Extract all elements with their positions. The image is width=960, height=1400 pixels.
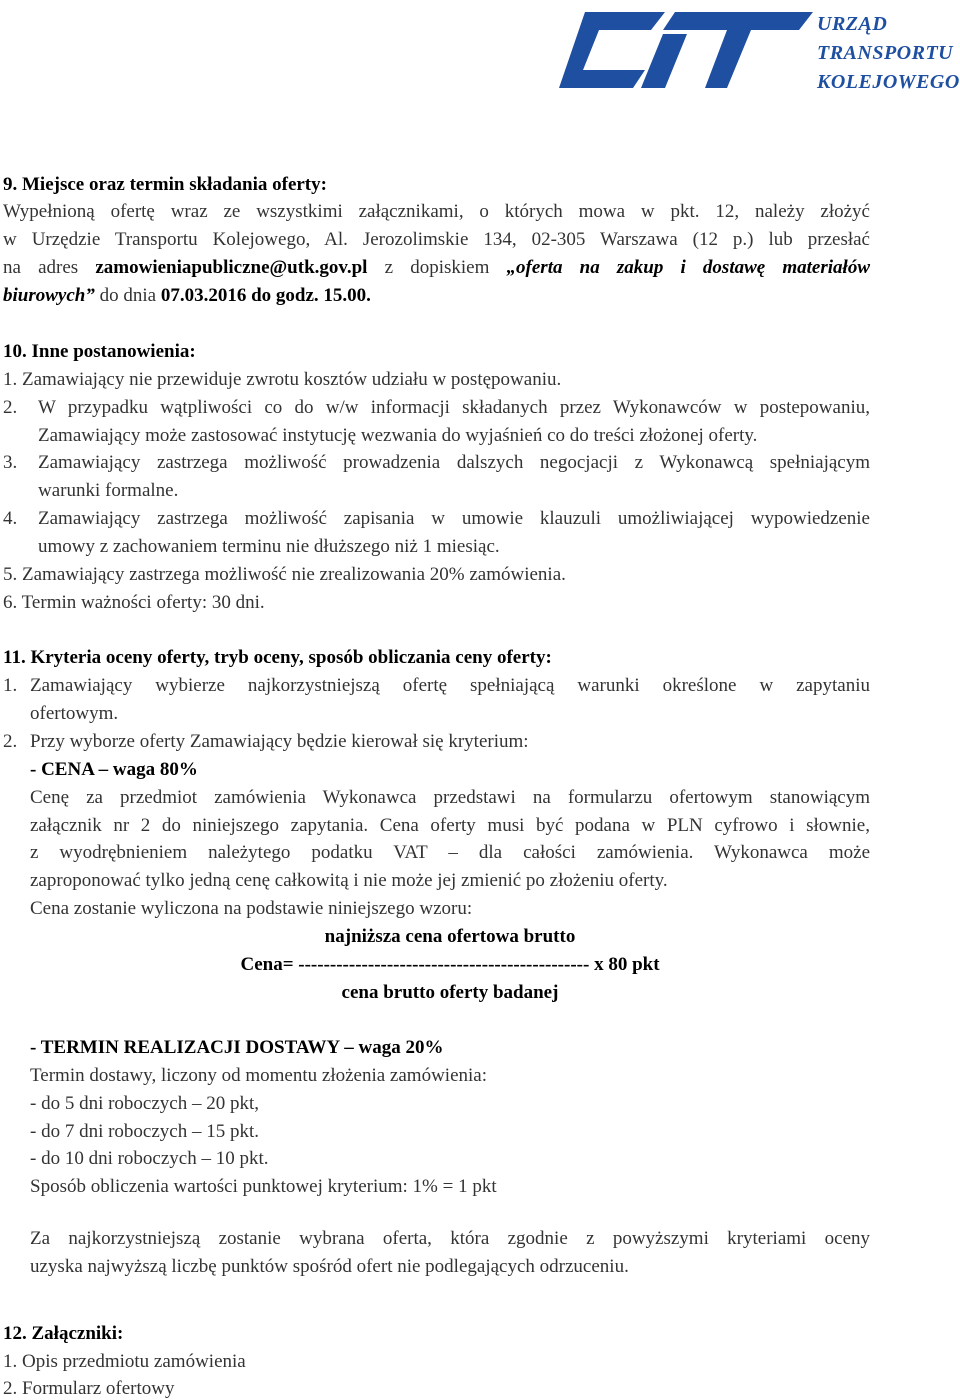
termin-option-1: - do 5 dni roboczych – 20 pkt, (30, 1093, 260, 1114)
s10-item-4-line-1: Zamawiający zastrzega możliwość zapisania w umowie klauzuli umożliwiającej wypowiedzenie (38, 508, 870, 529)
cena-paragraph-line-2: załącznik nr 2 do niniejszego zapytania. Cena oferty musi być podana w PLN cyfrowo i słownie, (30, 815, 870, 836)
utk-logo-mark (555, 8, 815, 96)
section-11-heading: 11. Kryteria oceny oferty, tryb oceny, sposób obliczania ceny oferty: (3, 647, 552, 668)
utk-logo (555, 8, 960, 96)
s10-item-3-line-2: warunki formalne. (38, 480, 179, 501)
termin-scoring: Sposób obliczenia wartości punktowej kryterium: 1% = 1 pkt (30, 1176, 497, 1197)
s10-item-3-number: 3. (3, 452, 18, 473)
s10-item-2-line-2: Zamawiający może zastosować instytucję wezwania do wyjaśnień co do treści złożonej oferty. (38, 425, 758, 446)
logo-line-1: URZĄD (817, 13, 888, 35)
s10-item-2-number: 2. (3, 397, 18, 418)
cena-criterion-heading: - CENA – waga 80% (30, 759, 198, 780)
s9-line-1: Wypełnioną ofertę wraz ze wszystkimi załącznikami, o których mowa w pkt. 12, należy złożyć (3, 201, 870, 222)
s10-item-2-line-1: W przypadku wątpliwości co do w/w informacji składanych przez Wykonawców w postepowaniu, (38, 397, 870, 418)
formula-denominator: cena brutto oferty badanej (341, 982, 559, 1003)
formula-intro: Cena zostanie wyliczona na podstawie niniejszego wzoru: (30, 898, 473, 919)
termin-option-2: - do 7 dni roboczych – 15 pkt. (30, 1121, 260, 1142)
termin-intro: Termin dostawy, liczony od momentu złożenia zamówienia: (30, 1065, 487, 1086)
s9-line-2: w Urzędzie Transportu Kolejowego, Al. Jerozolimskie 134, 02-305 Warszawa (12 p.) lub przesłać (3, 229, 870, 250)
s11-item-2: Przy wyborze oferty Zamawiający będzie kierował się kryterium: (30, 731, 529, 752)
section-12-heading: 12. Załączniki: (3, 1323, 124, 1344)
s10-item-5: 5. Zamawiający zastrzega możliwość nie zrealizowania 20% zamówienia. (3, 564, 566, 585)
s11-item-1-line-1: Zamawiający wybierze najkorzystniejszą ofertę spełniającą warunki określone w zapytaniu (30, 675, 870, 696)
s11-item-1-number: 1. (3, 675, 18, 696)
formula-line: Cena= ---------------------------------------------- x 80 pkt (240, 954, 660, 975)
termin-option-3: - do 10 dni roboczych – 10 pkt. (30, 1148, 269, 1169)
s9-line-3: na adres zamowieniapubliczne@utk.gov.pl z dopiskiem „oferta na zakup i dostawę materiałów (3, 257, 870, 278)
logo-line-2: TRANSPORTU (817, 42, 954, 64)
s10-item-4-number: 4. (3, 508, 18, 529)
formula-numerator: najniższa cena ofertowa brutto (324, 926, 576, 947)
s11-item-2-number: 2. (3, 731, 18, 752)
section-9-heading: 9. Miejsce oraz termin składania oferty: (3, 174, 327, 195)
termin-criterion-heading: - TERMIN REALIZACJI DOSTAWY – waga 20% (30, 1037, 444, 1058)
s10-item-6: 6. Termin ważności oferty: 30 dni. (3, 592, 265, 613)
summary-line-1: Za najkorzystniejszą zostanie wybrana oferta, która zgodnie z powyższymi kryteriami oceny (30, 1228, 870, 1249)
s10-item-3-line-1: Zamawiający zastrzega możliwość prowadzenia dalszych negocjacji z Wykonawcą spełniającym (38, 452, 870, 473)
section-10-heading: 10. Inne postanowienia: (3, 341, 196, 362)
cena-paragraph-line-3: z wyodrębnieniem należytego podatku VAT – dla całości zamówienia. Wykonawca może (30, 842, 870, 863)
cena-paragraph-line-1: Cenę za przedmiot zamówienia Wykonawca przedstawi na formularzu ofertowym stanowiącym (30, 787, 870, 808)
s10-item-1: 1. Zamawiający nie przewiduje zwrotu kosztów udziału w postępowaniu. (3, 369, 562, 390)
summary-line-2: uzyska najwyższą liczbę punktów spośród ofert nie podlegających odrzuceniu. (30, 1256, 629, 1277)
attachment-1: 1. Opis przedmiotu zamówienia (3, 1351, 246, 1372)
s11-item-1-line-2: ofertowym. (30, 703, 119, 724)
s9-line-4: biurowych” do dnia 07.03.2016 do godz. 15.00. (3, 285, 371, 306)
email-link[interactable]: zamowieniapubliczne@utk.gov.pl (95, 257, 368, 278)
cena-paragraph-line-4: zaproponować tylko jedną cenę całkowitą i nie może jej zmienić po złożeniu oferty. (30, 870, 668, 891)
s10-item-4-line-2: umowy z zachowaniem terminu nie dłuższego niż 1 miesiąc. (38, 536, 500, 557)
attachment-2: 2. Formularz ofertowy (3, 1378, 175, 1399)
logo-line-3: KOLEJOWEGO (817, 71, 960, 93)
